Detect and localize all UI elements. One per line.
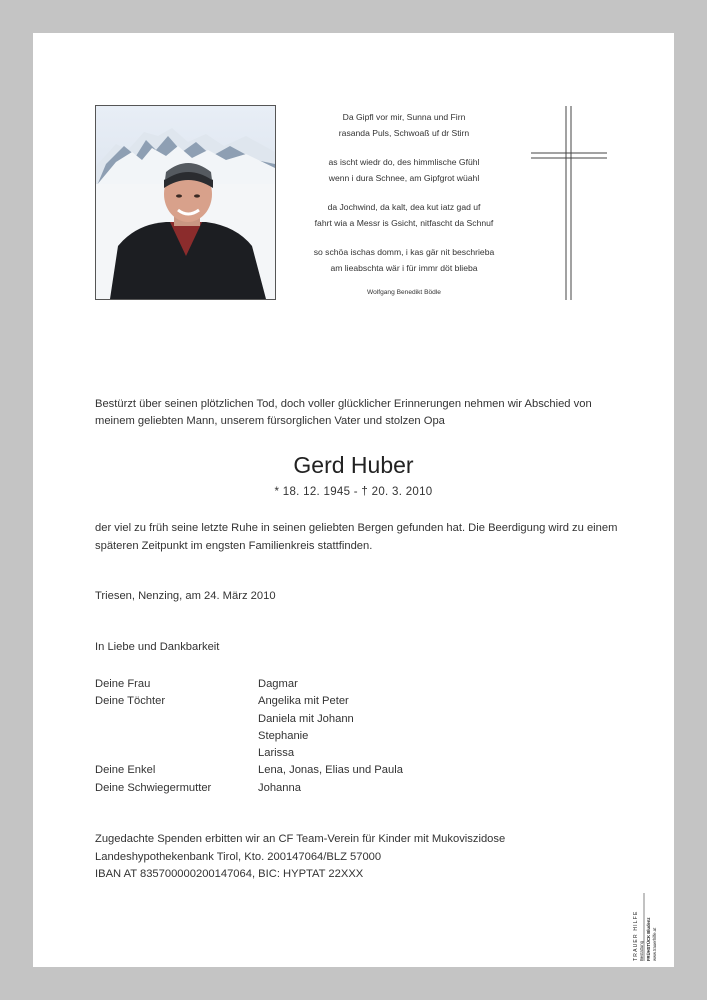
deceased-name: Gerd Huber bbox=[293, 452, 414, 478]
family-row bbox=[95, 693, 403, 710]
portrait-photo bbox=[95, 105, 276, 300]
family-row bbox=[95, 676, 403, 693]
family-row bbox=[95, 728, 403, 745]
poem-line: so schöa ischas domm, i kas gär nit beschrieba bbox=[313, 247, 495, 257]
poem-line: fahrt wia a Messr is Gsicht, nitfascht da Schnuf bbox=[314, 218, 494, 228]
place-date: Triesen, Nenzing, am 24. März 2010 bbox=[95, 590, 276, 602]
poem-stanza bbox=[279, 244, 529, 276]
family-member: Dagmar bbox=[258, 678, 298, 690]
family-member: Daniela mit Johann bbox=[258, 712, 354, 725]
donation-info bbox=[95, 831, 545, 884]
donation-line: Landeshypothekenbank Tirol, Kto. 200147064/BLZ 57000 bbox=[95, 850, 382, 863]
family-relation: Deine Frau bbox=[95, 678, 151, 690]
family-relation: Deine Schwiegermutter bbox=[95, 781, 212, 794]
family-relation: Deine Enkel bbox=[95, 764, 156, 777]
life-dates: * 18. 12. 1945 - † 20. 3. 2010 bbox=[274, 486, 433, 498]
logo-line2: FRÜHSTÜCK Bludenz bbox=[646, 917, 651, 961]
poem-line: am lieabschta wär i für immr döt blieba bbox=[330, 263, 478, 273]
family-member: Larissa bbox=[258, 747, 295, 760]
family-list bbox=[95, 676, 403, 797]
family-row bbox=[95, 762, 403, 779]
intro-text: Bestürzt über seinen plötzlichen Tod, doch voller glücklicher Erinnerungen nehmen wir Abschied von meinem geliebten Mann, unserem fürsorglichen Vater und stolzen Opa bbox=[95, 398, 592, 427]
funeral-home-logo bbox=[631, 891, 671, 963]
poem-line: as ischt wiedr do, des himmlische Gfühl bbox=[328, 157, 480, 167]
poem-stanza bbox=[279, 199, 529, 231]
donation-line: IBAN AT 835700000200147064, BIC: HYPTAT 22XXX bbox=[95, 868, 364, 880]
family-member: Johanna bbox=[258, 781, 301, 794]
family-member: Angelika mit Peter bbox=[258, 695, 349, 708]
cross-icon bbox=[529, 103, 609, 308]
family-row bbox=[95, 745, 403, 762]
family-member: Lena, Jonas, Elias und Paula bbox=[258, 764, 403, 777]
family-relation: Deine Töchter bbox=[95, 695, 166, 708]
donation-line: Zugedachte Spenden erbitten wir an CF Team-Verein für Kinder mit Mukoviszidose bbox=[95, 833, 506, 845]
poem-line: wenn i dura Schnee, am Gipfgrot wüahl bbox=[328, 173, 480, 183]
poem-author: Wolfgang Benedikt Bödle bbox=[367, 289, 441, 296]
poem-line: Da Gipfl vor mir, Sunna und Firn bbox=[342, 112, 466, 122]
family-row bbox=[95, 780, 403, 797]
logo-line1: Bestattung bbox=[639, 940, 644, 961]
poem-stanza bbox=[279, 109, 529, 141]
poem-line: da Jochwind, da kalt, dea kut iatz gad uf bbox=[327, 202, 481, 212]
closing-line: In Liebe und Dankbarkeit bbox=[95, 641, 220, 653]
logo-brand: TRAUER HILFE bbox=[633, 910, 639, 961]
obituary-sheet bbox=[33, 33, 674, 967]
poem-stanza bbox=[279, 154, 529, 186]
poem-line: rasanda Puls, Schwoaß uf dr Stirn bbox=[338, 128, 470, 138]
poem bbox=[279, 109, 529, 301]
family-member: Stephanie bbox=[258, 729, 309, 742]
family-row bbox=[95, 711, 403, 728]
logo-line3: www.trauerhilfe.at bbox=[652, 927, 657, 961]
funeral-text: der viel zu früh seine letzte Ruhe in seinen geliebten Bergen gefunden hat. Die Beerdigung wird zu einem späteren Zeitpunkt im engsten Familienkreis stattfinden. bbox=[95, 522, 618, 552]
